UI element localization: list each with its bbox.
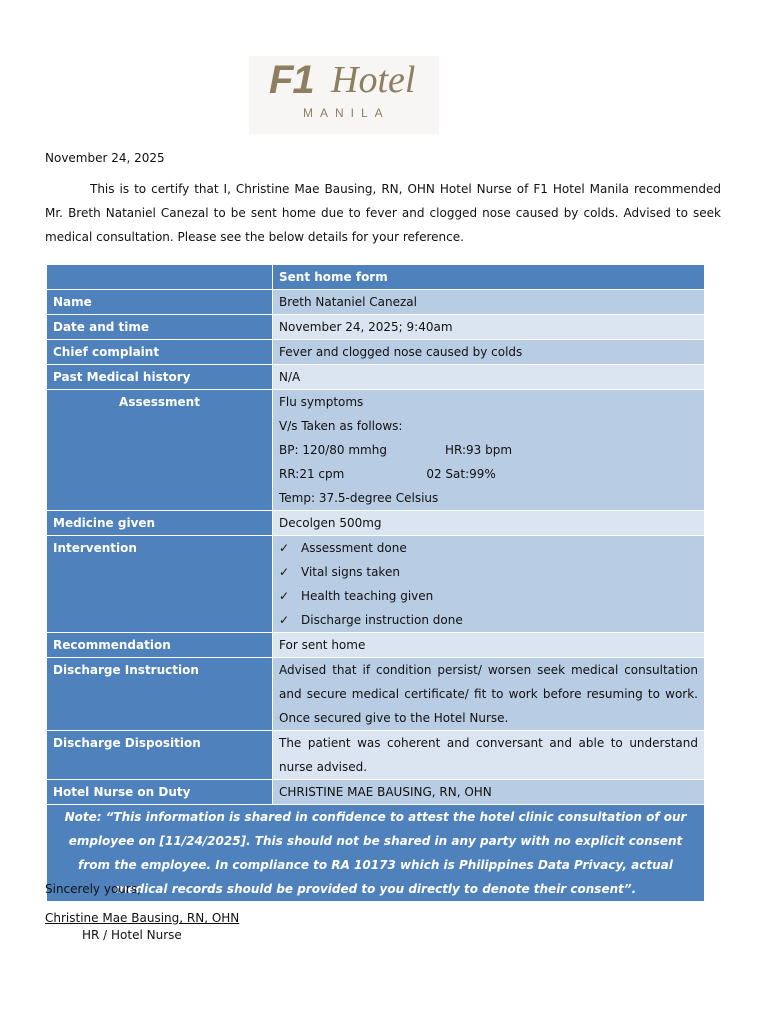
hr-reading: HR:93 bpm [444,443,513,457]
logo-brand-name: Hotel [331,59,416,101]
medicine-value: Decolgen 500mg [273,511,705,536]
intervention-item: Discharge instruction done [301,613,463,627]
list-item [279,560,698,584]
intervention-label: Intervention [47,536,273,633]
letter-intro: This is to certify that I, Christine Mae Bausing, RN, OHN Hotel Nurse of F1 Hotel Manila recommended Mr. Breth Nataniel Canezal to be sent home due to fever and clogged nose caused by colds. Advised to seek medical consultation. Please see the below details for your reference. [45,182,721,244]
table-row [47,290,705,315]
complaint-value: Fever and clogged nose caused by colds [273,340,705,365]
signatory-name: Christine Mae Bausing, RN, OHN [45,911,240,925]
history-label: Past Medical history [47,365,273,390]
check-icon: ✓ [279,613,290,627]
name-label: Name [47,290,273,315]
table-row [47,365,705,390]
hotel-logo [249,56,439,134]
check-icon: ✓ [279,565,290,579]
intervention-item: Health teaching given [301,589,434,603]
instruction-value: Advised that if condition persist/ worsen seek medical consultation and secure medical certificate/ fit to work before resuming to work. Once secured give to the Hotel Nurse. [273,658,705,731]
check-icon: ✓ [279,589,290,603]
instruction-label: Discharge Instruction [47,658,273,731]
list-item [279,608,698,632]
list-item [279,536,698,560]
letter-date: November 24, 2025 [45,151,165,165]
table-row [47,511,705,536]
closing-line: Sincerely yours, [45,882,141,896]
datetime-value: November 24, 2025; 9:40am [273,315,705,340]
table-row [47,633,705,658]
recommendation-value: For sent home [273,633,705,658]
table-row [47,315,705,340]
vitals-line [279,438,698,462]
assessment-line: V/s Taken as follows: [279,419,403,433]
intervention-item: Vital signs taken [301,565,400,579]
name-value: Breth Nataniel Canezal [273,290,705,315]
intervention-list [279,536,698,632]
nurse-value: CHRISTINE MAE BAUSING, RN, OHN [273,780,705,805]
assessment-line: Flu symptoms [279,395,364,409]
logo-brand-mark: F1 [269,58,314,102]
logo-city: MANILA [303,106,390,120]
o2-reading: 02 Sat:99% [426,467,496,481]
assessment-label: Assessment [47,390,273,511]
table-row [47,536,705,633]
medicine-label: Medicine given [47,511,273,536]
disposition-value: The patient was coherent and conversant and able to understand nurse advised. [273,731,705,780]
bp-reading: BP: 120/80 mmhg [279,443,387,457]
rr-reading: RR:21 cpm [279,467,345,481]
signatory-title: HR / Hotel Nurse [82,928,182,942]
disposition-label: Discharge Disposition [47,731,273,780]
intervention-value [273,536,705,633]
table-row [47,658,705,731]
history-value: N/A [273,365,705,390]
temp-reading: Temp: 37.5-degree Celsius [279,491,439,505]
table-row [47,340,705,365]
privacy-note: Note: “This information is shared in confidence to attest the hotel clinic consultation of our employee on [11/24/2025]. This should not be shared in any party with no explicit consent from the employee. In compliance to RA 10173 which is Philippines Data Privacy, actual medical records should be provided to you directly to denote their consent”. [47,805,705,902]
complaint-label: Chief complaint [47,340,273,365]
table-row [47,390,705,511]
check-icon: ✓ [279,541,290,555]
table-row [47,731,705,780]
intervention-item: Assessment done [301,541,407,555]
note-row [47,805,705,902]
table-row [47,780,705,805]
list-item [279,584,698,608]
datetime-label: Date and time [47,315,273,340]
sent-home-form [46,264,705,902]
form-header-empty [47,265,273,290]
form-title: Sent home form [273,265,705,290]
assessment-value [273,390,705,511]
recommendation-label: Recommendation [47,633,273,658]
vitals-line [279,462,698,486]
form-header-row [47,265,705,290]
nurse-label: Hotel Nurse on Duty [47,780,273,805]
